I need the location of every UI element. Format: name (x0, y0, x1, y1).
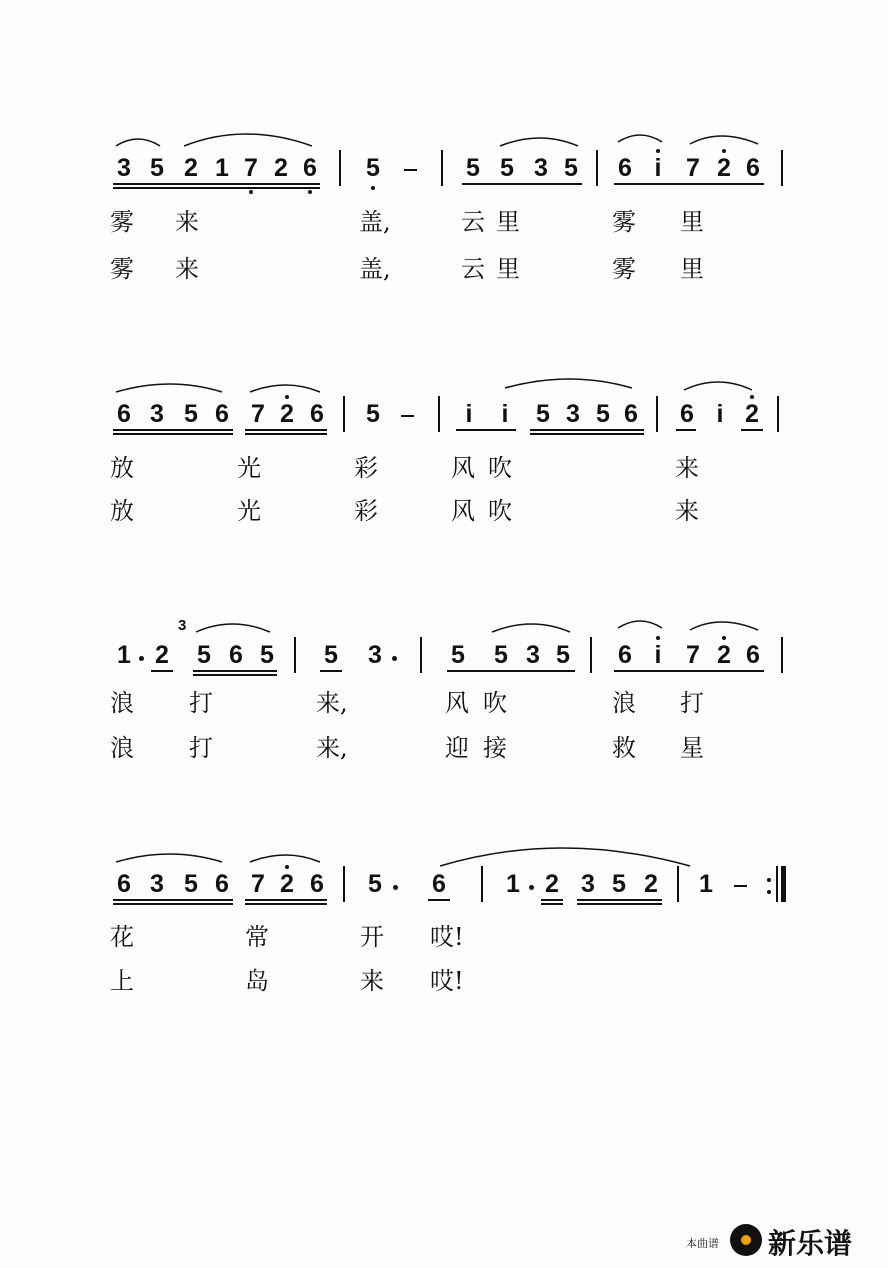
note: 1 (215, 154, 229, 182)
triplet-mark: 3 (178, 617, 187, 634)
lyric: 哎! (430, 967, 464, 995)
note: 3 (150, 870, 164, 898)
lyric: 吹 (483, 689, 507, 717)
note: 7 (251, 870, 265, 898)
lyric: 放 (110, 497, 134, 525)
lyric: 来, (316, 734, 348, 762)
lyric: 来 (175, 255, 199, 283)
note: 5 (494, 641, 508, 669)
note: 3 (117, 154, 131, 182)
note: 7 (686, 641, 700, 669)
lyric: 云 (461, 255, 485, 283)
lyric: 雾 (612, 208, 636, 236)
note: 6 (303, 154, 317, 182)
lyric: 接 (483, 734, 507, 762)
note: 5 (556, 641, 570, 669)
note: 6 (432, 870, 446, 898)
lyric: 盖, (359, 255, 391, 283)
lyric: 雾 (612, 255, 636, 283)
lyric: 里 (680, 208, 704, 236)
note: 6 (215, 400, 229, 428)
lyric: 来 (175, 208, 199, 236)
note: 5 (366, 154, 380, 182)
lyric: 雾 (110, 208, 134, 236)
note: i (501, 400, 509, 428)
note: 2 (280, 400, 294, 428)
lyric: 里 (496, 255, 520, 283)
note: 5 (596, 400, 610, 428)
lyric: 雾 (110, 255, 134, 283)
lyric: 风 (451, 497, 475, 525)
note: 5 (184, 870, 198, 898)
note: 2 (184, 154, 198, 182)
lyric: 打 (680, 689, 704, 717)
note: 7 (251, 400, 265, 428)
lyric: 上 (110, 967, 134, 995)
lyric: 打 (189, 734, 213, 762)
note: 2 (280, 870, 294, 898)
lyric: 迎 (445, 734, 469, 762)
note: 5 (260, 641, 274, 669)
note: 3 (566, 400, 580, 428)
note: 6 (618, 154, 632, 182)
note: 6 (746, 641, 760, 669)
lyric: 里 (496, 208, 520, 236)
note: 7 (686, 154, 700, 182)
note: 1 (506, 870, 520, 898)
record-logo-icon (730, 1224, 762, 1256)
note: 6 (624, 400, 638, 428)
lyric: 岛 (245, 967, 269, 995)
note: 5 (466, 154, 480, 182)
note: 5 (366, 400, 380, 428)
lyric: 放 (110, 454, 134, 482)
lyric: 来 (675, 454, 699, 482)
note: 5 (184, 400, 198, 428)
lyric: 光 (237, 497, 261, 525)
lyric: 风 (445, 689, 469, 717)
note: 6 (310, 400, 324, 428)
note: 5 (324, 641, 338, 669)
lyric: 云 (461, 208, 485, 236)
note: 5 (564, 154, 578, 182)
note: 5 (368, 870, 382, 898)
note: i (654, 154, 662, 182)
lyric: 浪 (612, 689, 636, 717)
note: 5 (536, 400, 550, 428)
footer (686, 1218, 876, 1258)
lyric: 来, (316, 689, 348, 717)
note: 6 (746, 154, 760, 182)
note: 2 (745, 400, 759, 428)
note: i (716, 400, 724, 428)
note: 3 (150, 400, 164, 428)
lyric: 来 (360, 967, 384, 995)
note: 6 (310, 870, 324, 898)
note: 6 (618, 641, 632, 669)
lyric: 吹 (488, 497, 512, 525)
lyric: 常 (245, 923, 269, 951)
note: 1 (117, 641, 131, 669)
note: 7 (244, 154, 258, 182)
brand-name[interactable]: 新乐谱 (768, 1227, 853, 1260)
note: 6 (117, 870, 131, 898)
note: 6 (680, 400, 694, 428)
footer-label: 本曲谱 (686, 1237, 719, 1250)
lyric: 里 (680, 255, 704, 283)
lyric: 花 (110, 923, 134, 951)
note: 3 (534, 154, 548, 182)
note: 6 (117, 400, 131, 428)
lyric: 哎! (430, 923, 464, 951)
lyric: 彩 (354, 454, 378, 482)
note: 5 (451, 641, 465, 669)
note: 2 (717, 641, 731, 669)
note: 5 (500, 154, 514, 182)
note: 2 (717, 154, 731, 182)
lyric: 来 (675, 497, 699, 525)
note: 6 (229, 641, 243, 669)
note: i (465, 400, 473, 428)
lyric: 光 (237, 454, 261, 482)
note: i (654, 641, 662, 669)
lyric: 开 (360, 923, 384, 951)
note: 5 (150, 154, 164, 182)
lyric: 救 (612, 734, 636, 762)
lyric: 吹 (488, 454, 512, 482)
note: 1 (699, 870, 713, 898)
lyric: 浪 (110, 689, 134, 717)
lyric: 浪 (110, 734, 134, 762)
note: 2 (644, 870, 658, 898)
note: 2 (155, 641, 169, 669)
note: 3 (526, 641, 540, 669)
lyric: 彩 (354, 497, 378, 525)
note: 6 (215, 870, 229, 898)
note: 3 (581, 870, 595, 898)
note: 5 (612, 870, 626, 898)
note: 5 (197, 641, 211, 669)
note: 2 (274, 154, 288, 182)
lyric: 风 (451, 454, 475, 482)
note: 3 (368, 641, 382, 669)
note: 2 (545, 870, 559, 898)
lyric: 星 (680, 734, 704, 762)
lyric: 盖, (359, 208, 391, 236)
lyric: 打 (189, 689, 213, 717)
